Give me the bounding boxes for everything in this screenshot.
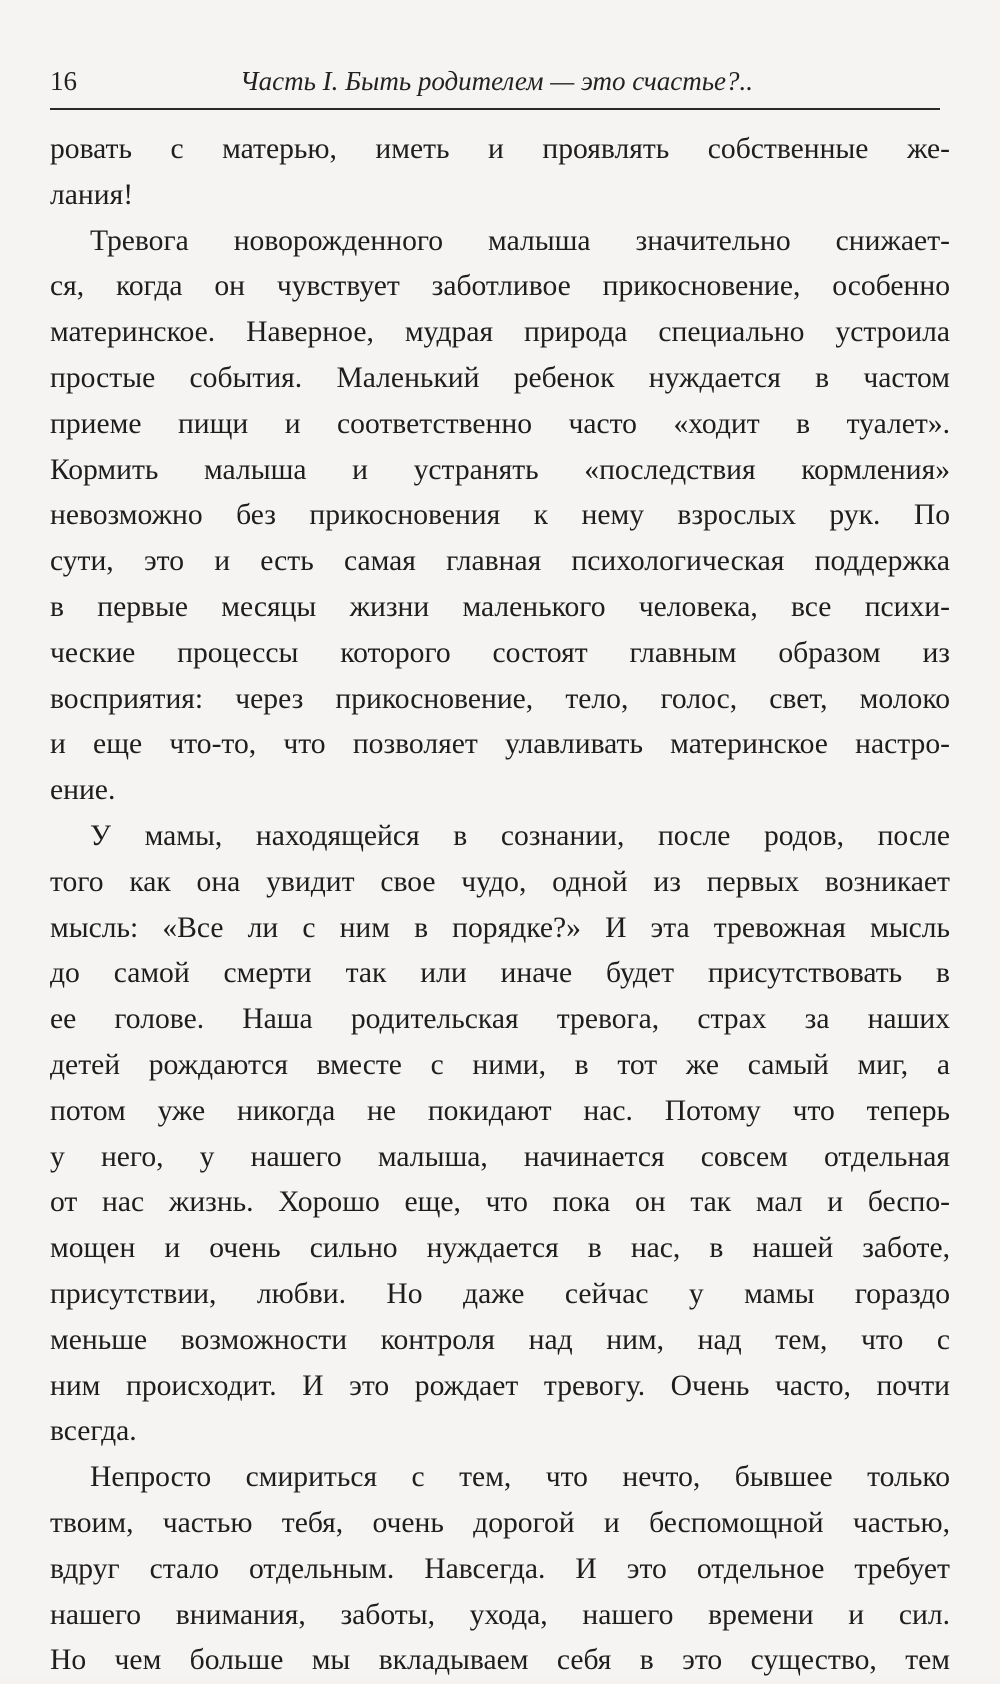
text-line: ровать с матерью, иметь и проявлять собственные же- bbox=[50, 133, 950, 165]
text-line: нашего внимания, заботы, ухода, нашего времени и сил. bbox=[50, 1598, 950, 1631]
text-line: мысль: «Все ли с ним в порядке?» И эта тревожная мысль bbox=[50, 911, 950, 944]
text-line: простые события. Маленький ребенок нуждается в частом bbox=[50, 361, 950, 394]
text-line: и еще что-то, что позволяет улавливать материнское настро- bbox=[50, 728, 950, 761]
text-line: сути, это и есть самая главная психологическая поддержка bbox=[50, 545, 950, 578]
text-line: ее голове. Наша родительская тревога, страх за наших bbox=[50, 1003, 950, 1036]
text-line: материнское. Наверное, мудрая природа специально устроила bbox=[50, 316, 950, 349]
text-line: до самой смерти так или иначе будет присутствовать в bbox=[50, 957, 950, 990]
text-line: ся, когда он чувствует заботливое прикосновение, особенно bbox=[50, 270, 950, 303]
text-line: восприятия: через прикосновение, тело, голос, свет, молоко bbox=[50, 682, 950, 715]
text-line: в первые месяцы жизни маленького человека, все психи- bbox=[50, 590, 950, 623]
text-line: ним происходит. И это рождает тревогу. Очень часто, почти bbox=[50, 1369, 950, 1402]
text-line: потом уже никогда не покидают нас. Потому что теперь bbox=[50, 1094, 950, 1127]
text-line: Тревога новорожденного малыша значительно снижает- bbox=[90, 224, 950, 257]
page-header bbox=[50, 62, 940, 110]
text-line: вдруг стало отдельным. Навсегда. И это отдельное требует bbox=[50, 1552, 950, 1585]
running-title: Часть I. Быть родителем — это счастье?.. bbox=[240, 66, 754, 96]
text-line: твоим, частью тебя, очень дорогой и беспомощной частью, bbox=[50, 1506, 950, 1539]
body-text bbox=[50, 127, 950, 1684]
text-line: того как она увидит свое чудо, одной из первых возникает bbox=[50, 865, 950, 898]
text-line: невозможно без прикосновения к нему взрослых рук. По bbox=[50, 499, 950, 532]
text-line: приеме пищи и соответственно часто «ходит в туалет». bbox=[50, 407, 950, 440]
text-line: от нас жизнь. Хорошо еще, что пока он так мал и беспо- bbox=[50, 1186, 950, 1219]
text-line: Кормить малыша и устранять «последствия кормления» bbox=[50, 453, 950, 486]
text-line: Непросто смириться с тем, что нечто, бывшее только bbox=[90, 1461, 950, 1494]
text-line: детей рождаются вместе с ними, в тот же самый миг, а bbox=[50, 1048, 950, 1081]
text-line: Но чем больше мы вкладываем себя в это существо, тем bbox=[50, 1644, 950, 1677]
text-line: меньше возможности контроля над ним, над тем, что с bbox=[50, 1323, 950, 1356]
text-line: ческие процессы которого состоят главным образом из bbox=[50, 636, 950, 669]
text-line: У мамы, находящейся в сознании, после родов, после bbox=[90, 819, 950, 852]
text-line: ение. bbox=[50, 774, 116, 807]
page-number: 16 bbox=[50, 66, 77, 96]
text-line: всегда. bbox=[50, 1415, 137, 1448]
text-line: присутствии, любви. Но даже сейчас у мамы гораздо bbox=[50, 1277, 950, 1310]
text-line: у него, у нашего малыша, начинается совсем отдельная bbox=[50, 1140, 950, 1173]
text-line: мощен и очень сильно нуждается в нас, в нашей заботе, bbox=[50, 1232, 950, 1265]
text-line: лания! bbox=[50, 178, 134, 211]
